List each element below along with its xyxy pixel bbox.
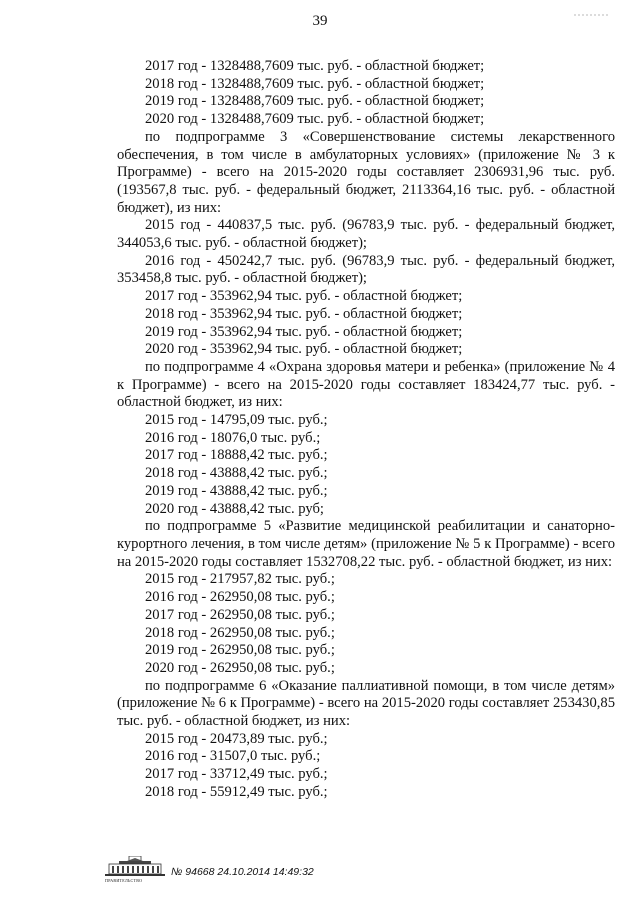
funding-line: 2018 год - 43888,42 тыс. руб.; (145, 465, 328, 482)
subprogram-3-paragraph (117, 129, 615, 218)
funding-line: 2019 год - 43888,42 тыс. руб.; (145, 482, 328, 499)
funding-line: 2015 год - 14795,09 тыс. руб.; (145, 412, 328, 429)
funding-line: 2015 год - 20473,89 тыс. руб.; (145, 730, 328, 747)
subprogram-4-paragraph (117, 359, 615, 412)
funding-line: 2017 год - 33712,49 тыс. руб.; (145, 766, 328, 783)
subprogram-6-paragraph (117, 678, 615, 731)
funding-paragraph (117, 217, 615, 252)
funding-line: 2016 год - 31507,0 тыс. руб.; (145, 748, 321, 765)
paragraph-text: по подпрограмме 3 «Совершенствование системы лекарственного обеспечения, в том числе в амбулаторных условиях» (приложение № 3 к Программе) - всего на 2015-2020 годы составляет 2306931,96 тыс. руб. (193567,8 тыс. руб. - федеральный бюджет, 2113364,16 тыс. руб. - областной бюджет), из них: (117, 128, 615, 216)
funding-line: 2018 год - 353962,94 тыс. руб. - областной бюджет; (145, 305, 463, 322)
scan-corner-mark (574, 12, 610, 18)
funding-line: 2018 год - 55912,49 тыс. руб.; (145, 783, 328, 800)
funding-line: 2015 год - 217957,82 тыс. руб.; (145, 571, 335, 588)
funding-line: 2017 год - 353962,94 тыс. руб. - областной бюджет; (145, 288, 463, 305)
funding-line: 2020 год - 262950,08 тыс. руб.; (145, 659, 335, 676)
paragraph-text: по подпрограмме 4 «Охрана здоровья матери и ребенка» (приложение № 4 к Программе) - всего на 2015-2020 годы составляет 183424,77 тыс. руб. - областной бюджет, из них: (117, 358, 615, 411)
funding-line: 2017 год - 1328488,7609 тыс. руб. - областной бюджет; (145, 58, 485, 74)
funding-line: 2017 год - 262950,08 тыс. руб.; (145, 606, 335, 623)
paragraph-text: по подпрограмме 6 «Оказание паллиативной помощи, в том числе детям» (приложение № 6 к Программе) - всего на 2015-2020 годы составляет 253430,85 тыс. руб. - областной бюджет, из них: (117, 677, 615, 730)
funding-line: 2019 год - 353962,94 тыс. руб. - областной бюджет; (145, 323, 463, 340)
seal-caption: ПРАВИТЕЛЬСТВО (105, 878, 143, 883)
funding-line: 2020 год - 1328488,7609 тыс. руб. - областной бюджет; (145, 111, 485, 128)
paragraph-text: 2016 год - 450242,7 тыс. руб. (96783,9 тыс. руб. - федеральный бюджет, 353458,8 тыс. руб. - областной бюджет); (117, 252, 615, 287)
funding-line: 2020 год - 353962,94 тыс. руб. - областной бюджет; (145, 341, 463, 358)
document-footer (105, 856, 425, 886)
page-number: 39 (312, 13, 328, 29)
paragraph-text: 2015 год - 440837,5 тыс. руб. (96783,9 тыс. руб. - федеральный бюджет, 344053,6 тыс. руб. - областной бюджет); (117, 217, 615, 252)
funding-line: 2018 год - 262950,08 тыс. руб.; (145, 624, 335, 641)
subprogram-5-paragraph (117, 518, 615, 571)
funding-line: 2016 год - 262950,08 тыс. руб.; (145, 589, 335, 606)
funding-line: 2019 год - 1328488,7609 тыс. руб. - областной бюджет; (145, 93, 485, 110)
paragraph-text: по подпрограмме 5 «Развитие медицинской реабилитации и санаторно-курортного лечения, в том числе детям» (приложение № 5 к Программе) - всего на 2015-2020 годы составляет 1532708,22 тыс. руб. - областной бюджет, из них: (117, 518, 615, 570)
funding-line: 2016 год - 18076,0 тыс. руб.; (145, 429, 321, 446)
funding-paragraph (117, 253, 615, 288)
funding-line: 2019 год - 262950,08 тыс. руб.; (145, 642, 335, 659)
funding-line: 2020 год - 43888,42 тыс. руб; (145, 500, 324, 517)
funding-line: 2017 год - 18888,42 тыс. руб.; (145, 447, 328, 464)
document-body (117, 58, 615, 802)
funding-line: 2018 год - 1328488,7609 тыс. руб. - областной бюджет; (145, 75, 485, 92)
document-stamp: № 94668 24.10.2014 14:49:32 (171, 866, 314, 878)
